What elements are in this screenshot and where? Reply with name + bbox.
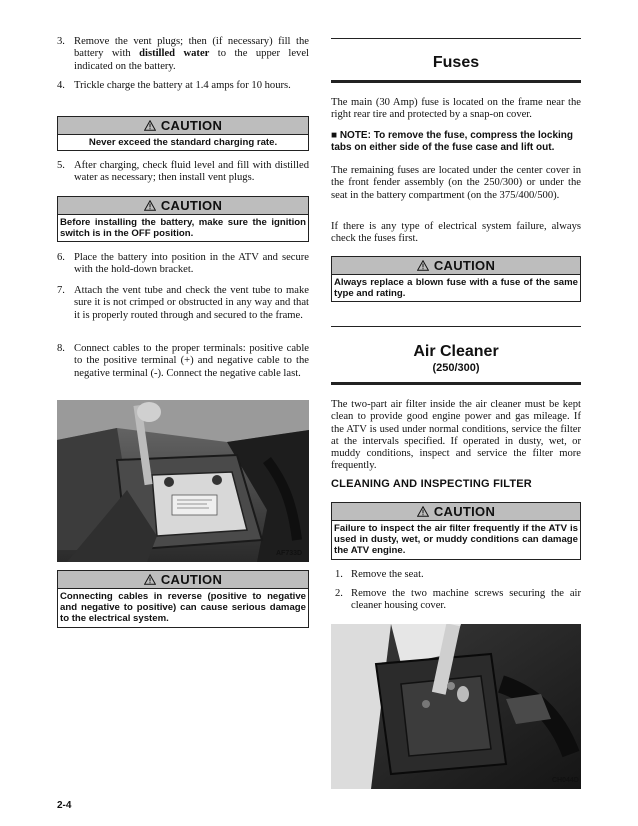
air-cleaner-paragraph: The two-part air filter inside the air cleaner must be kept clean to provide good engine power and gas mileage. If the ATV is used under normal conditions, service the filter at the intervals specified. If operated in dusty, wet, or muddy conditions, inspect and service the filter more frequently. (331, 399, 581, 472)
caution-header (58, 197, 308, 215)
step-text: Place the battery into position in the ATV and secure with the hold-down bracket. (74, 252, 309, 276)
caution-text: Always replace a blown fuse with a fuse of the same type and rating. (334, 277, 578, 300)
caution-title: CAUTION (160, 198, 223, 213)
figure-id: CH044D (552, 777, 579, 784)
page-number: 2-4 (57, 800, 72, 811)
step-7 (57, 285, 309, 322)
caution-text: Failure to inspect the air filter frequently if the ATV is used in dusty, wet, or muddy conditions can damage the ATV engine. (334, 523, 578, 557)
step-number: 1. (335, 569, 343, 580)
step-text: After charging, check fluid level and fill with distilled water as necessary; then install vent plugs. (74, 160, 309, 184)
battery-photo-graphic (57, 400, 309, 562)
warning-triangle-icon (417, 506, 429, 517)
caution-box-cables (57, 570, 309, 628)
step-emphasis: distilled water (139, 48, 210, 60)
air-cleaner-photo-graphic (331, 624, 581, 789)
caution-header (332, 257, 580, 275)
subsection-heading: CLEANING AND INSPECTING FILTER (331, 478, 532, 490)
step-4 (57, 80, 309, 92)
section-rule (331, 38, 581, 39)
caution-box-ignition (57, 196, 309, 242)
caution-box-air-filter (331, 502, 581, 560)
caution-box-charging (57, 116, 309, 151)
step-text: Attach the vent tube and check the vent tube to make sure it is not crimped or obstructed in any way and that it is properly routed through and secured to the frame. (74, 285, 309, 321)
caution-header (332, 503, 580, 521)
step-5 (57, 160, 309, 185)
caution-box-fuse (331, 256, 581, 302)
section-heading-air-cleaner: Air Cleaner (413, 343, 499, 360)
caution-text: Connecting cables in reverse (positive to negative and negative to positive) can cause serious damage to the electrical system. (60, 591, 306, 625)
note-text: NOTE: To remove the fuse, compress the locking tabs on either side of the fuse case and lift out. (331, 130, 574, 153)
step-6 (57, 252, 309, 277)
fuses-paragraph: The main (30 Amp) fuse is located on the frame near the right rear tire and protected by a snap-on cover. (331, 97, 581, 121)
caution-title: CAUTION (160, 118, 223, 133)
section-rule (331, 382, 581, 385)
caution-header (58, 117, 308, 135)
fuses-note (331, 130, 581, 154)
battery-photo (57, 400, 309, 562)
caution-text: Never exceed the standard charging rate. (88, 137, 278, 148)
step-number: 6. (57, 252, 65, 263)
step-text: Remove the seat. (351, 569, 424, 580)
step-text: Trickle charge the battery at 1.4 amps for 10 hours. (74, 80, 291, 91)
caution-title: CAUTION (433, 258, 496, 273)
step-number: 7. (57, 285, 65, 296)
step-text: Connect cables to the proper terminals: positive cable to the positive terminal (+) and negative cable to the negative terminal (-). Connect the negative cable last. (74, 343, 309, 379)
warning-triangle-icon (144, 574, 156, 585)
warning-triangle-icon (144, 120, 156, 131)
fuses-paragraph: The remaining fuses are located under the center cover in the front fender assembly (on the 250/300) or under the seat in the battery compartment (on the 375/400/500). (331, 165, 581, 201)
caution-title: CAUTION (160, 572, 223, 587)
section-heading-fuses: Fuses (432, 54, 480, 71)
step-3 (57, 36, 309, 73)
step-number: 2. (335, 588, 343, 599)
section-rule (331, 326, 581, 327)
caution-text: Before installing the battery, make sure the ignition switch is in the OFF position. (60, 217, 306, 240)
step-number: 4. (57, 80, 65, 91)
step-number: 5. (57, 160, 65, 171)
section-subheading: (250/300) (432, 362, 480, 374)
step-2 (331, 588, 581, 613)
caution-title: CAUTION (433, 504, 496, 519)
figure-id: AF733D (276, 550, 303, 557)
warning-triangle-icon (417, 260, 429, 271)
step-1 (331, 569, 581, 581)
step-text-end: to the upper level indicated on the battery. (74, 48, 310, 72)
step-number: 8. (57, 343, 65, 354)
caution-header (58, 571, 308, 589)
step-8 (57, 343, 309, 380)
step-text: Remove the two machine screws securing the air cleaner housing cover. (351, 588, 581, 612)
air-cleaner-photo (331, 624, 581, 789)
note-marker: ■ (331, 130, 338, 141)
step-text: Remove the vent plugs; then (if necessary) fill the battery with (74, 36, 309, 60)
section-rule (331, 80, 581, 83)
step-number: 3. (57, 36, 65, 47)
warning-triangle-icon (144, 200, 156, 211)
fuses-paragraph: If there is any type of electrical system failure, always check the fuses first. (331, 221, 581, 245)
